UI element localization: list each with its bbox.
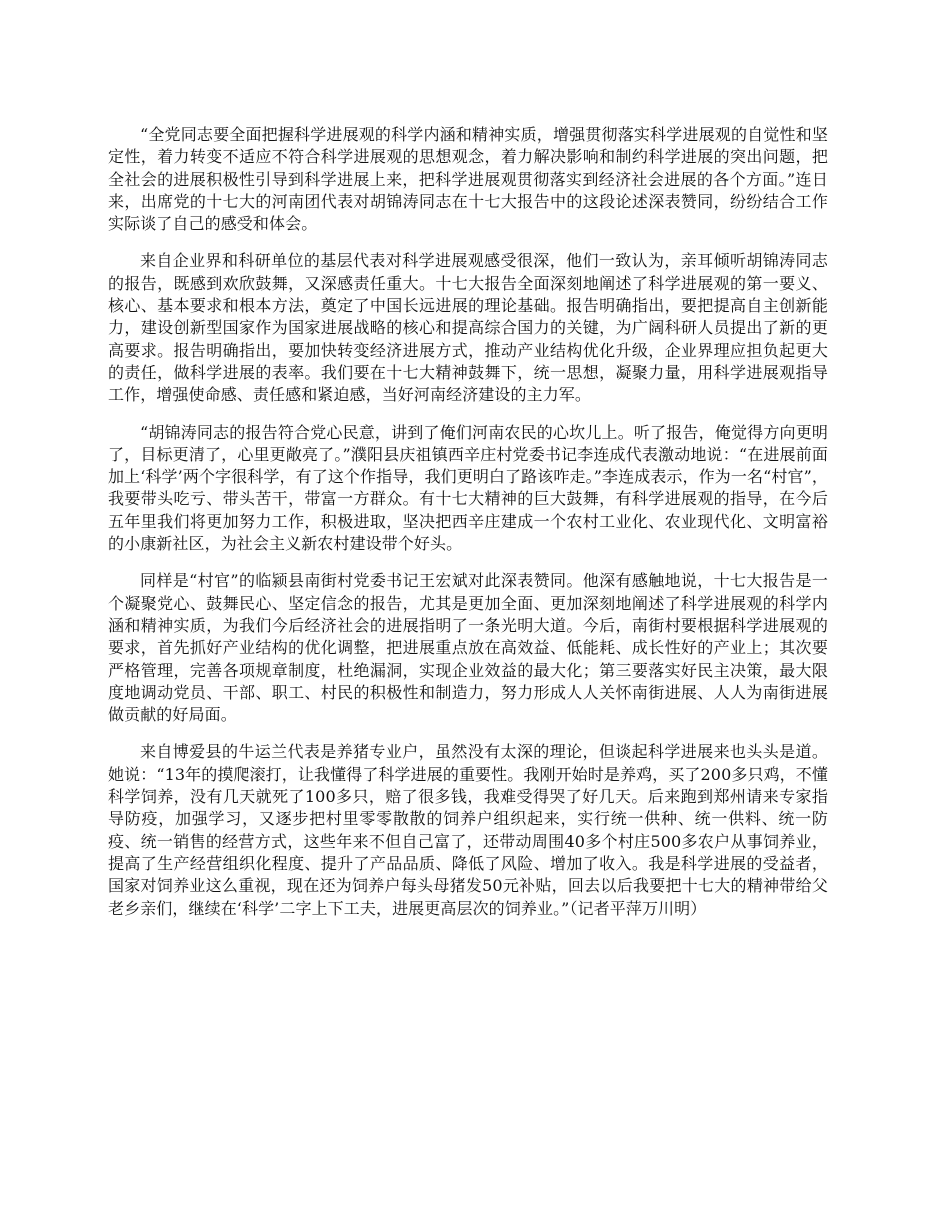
paragraph-4: 同样是“村官”的临颍县南街村党委书记王宏斌对此深表赞同。他深有感触地说，十七大报告是一个凝聚党心、鼓舞民心、坚定信念的报告，尤其是更加全面、更加深刻地阐述了科学进展观的科学内涵和精神实质，为我们今后经济社会的进展指明了一条光明大道。今后，南街村要根据科学进展观的要求，首先抓好产业结构的优化调整，把进展重点放在高效益、低能耗、成长性好的产业上；其次要严格管理，完善各项规章制度，杜绝漏洞，实现企业效益的最大化；第三要落实好民主决策，最大限度地调动党员、干部、职工、村民的积极性和制造力，努力形成人人关怀南街进展、人人为南街进展做贡献的好局面。: [108, 571, 828, 725]
paragraph-1: “全党同志要全面把握科学进展观的科学内涵和精神实质，增强贯彻落实科学进展观的自觉性和坚定性，着力转变不适应不符合科学进展观的思想观念，着力解决影响和制约科学进展的突出问题，把全社会的进展积极性引导到科学进展上来，把科学进展观贯彻落实到经济社会进展的各个方面。”连日来，出席党的十七大的河南团代表对胡锦涛同志在十七大报告中的这段论述深表赞同，纷纷结合工作实际谈了自己的感受和体会。: [108, 125, 828, 234]
document-body: [108, 124, 828, 935]
paragraph-5: 来自博爱县的牛运兰代表是养猪专业户，虽然没有太深的理论，但谈起科学进展来也头头是道。她说：“13年的摸爬滚打，让我懂得了科学进展的重要性。我刚开始时是养鸡，买了200多只鸡，不懂科学饲养，没有几天就死了100多只，赔了很多钱，我难受得哭了好几天。后来跑到郑州请来专家指导防疫，加强学习，又逐步把村里零零散散的饲养户组织起来，实行统一供种、统一供料、统一防疫、统一销售的经营方式，这些年来不但自己富了，还带动周围40多个村庄500多农户从事饲养业，提高了生产经营组织化程度、提升了产品品质、降低了风险、增加了收入。我是科学进展的受益者，国家对饲养业这么重视，现在还为饲养户每头母猪发50元补贴，回去以后我要把十七大的精神带给父老乡亲们，继续在‘科学’二字上下工夫，进展更高层次的饲养业。”（记者平萍万川明）: [108, 742, 828, 918]
paragraph-3: “胡锦涛同志的报告符合党心民意，讲到了俺们河南农民的心坎儿上。听了报告，俺觉得方向更明了，目标更清了，心里更敞亮了。”濮阳县庆祖镇西辛庄村党委书记李连成代表激动地说：“在进展前面加上‘科学’两个字很科学，有了这个作指导，我们更明白了路该咋走。”李连成表示，作为一名“村官”，我要带头吃亏、带头苦干，带富一方群众。有十七大精神的巨大鼓舞，有科学进展观的指导，在今后五年里我们将更加努力工作，积极进取，坚决把西辛庄建成一个农村工业化、农业现代化、文明富裕的小康新社区，为社会主义新农村建设带个好头。: [108, 422, 828, 554]
paragraph-2: 来自企业界和科研单位的基层代表对科学进展观感受很深，他们一致认为，亲耳倾听胡锦涛同志的报告，既感到欢欣鼓舞，又深感责任重大。十七大报告全面深刻地阐述了科学进展观的第一要义、核心、基本要求和根本方法，奠定了中国长远进展的理论基础。报告明确指出，要把提高自主创新能力，建设创新型国家作为国家进展战略的核心和提高综合国力的关键，为广阔科研人员提出了新的更高要求。报告明确指出，要加快转变经济进展方式，推动产业结构优化升级，企业界理应担负起更大的责任，做科学进展的表率。我们要在十七大精神鼓舞下，统一思想，凝聚力量，用科学进展观指导工作，增强使命感、责任感和紧迫感，当好河南经济建设的主力军。: [108, 251, 828, 405]
